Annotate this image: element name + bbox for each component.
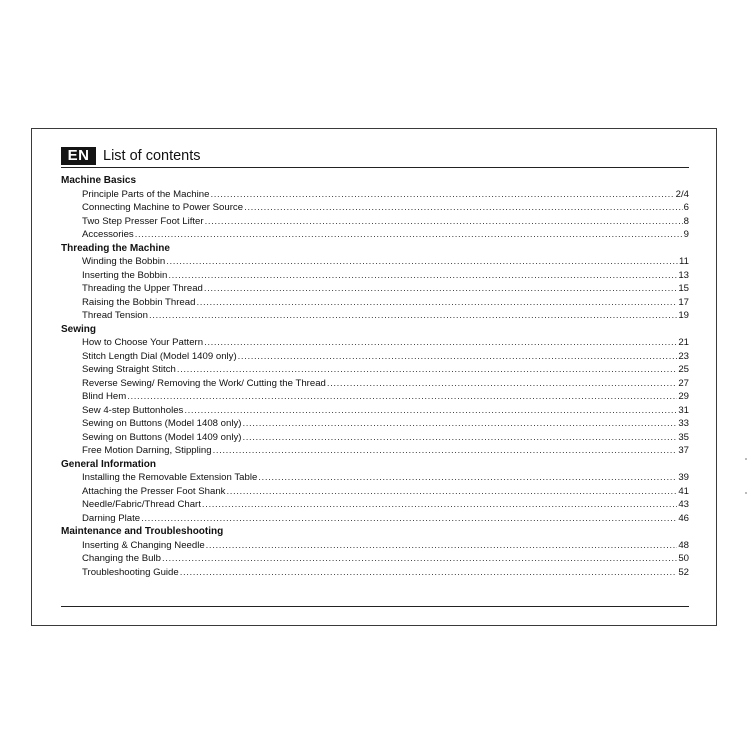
toc-entry-label: Winding the Bobbin [82, 256, 166, 267]
toc-entry [61, 390, 689, 404]
toc-entry [61, 282, 689, 296]
page-title: List of contents [103, 148, 201, 164]
toc-entry-page: 33 [678, 418, 689, 429]
dot-leader [204, 336, 677, 350]
toc-entry-label: Sewing on Buttons (Model 1409 only) [82, 431, 242, 443]
toc-entry [61, 336, 689, 350]
dot-leader [226, 485, 677, 499]
toc-entry [61, 350, 689, 364]
toc-entry-page: 11 [679, 256, 689, 267]
table-of-contents [61, 174, 689, 579]
toc-entry-label: Darning Plate [82, 512, 141, 524]
toc-entry [61, 431, 689, 445]
toc-entry-label: Blind Hem [82, 391, 127, 402]
toc-entry-page: 23 [678, 350, 689, 362]
dot-leader [242, 431, 677, 445]
toc-entry [61, 471, 689, 485]
dot-leader [180, 566, 678, 580]
toc-entry-label: Needle/Fabric/Thread Chart [82, 499, 201, 510]
toc-entry-label: Installing the Removable Extension Table [82, 472, 258, 483]
toc-entry [61, 215, 689, 229]
dot-leader [135, 228, 683, 242]
toc-entry-label: Raising the Bobbin Thread [82, 296, 196, 308]
toc-entry-page: 8 [683, 215, 689, 227]
toc-entry-label: Stitch Length Dial (Model 1409 only) [82, 350, 237, 362]
toc-entry [61, 228, 689, 242]
toc-entry [61, 377, 689, 391]
toc-entry-label: Two Step Presser Foot Lifter [82, 215, 204, 227]
toc-entry-label: Inserting & Changing Needle [82, 539, 205, 551]
dot-leader [258, 471, 677, 485]
dot-leader [206, 539, 678, 553]
toc-entry-label: Inserting the Bobbin [82, 269, 168, 281]
toc-entry-label: Thread Tension [82, 310, 148, 321]
scan-speck [745, 458, 747, 460]
dot-leader [177, 363, 677, 377]
language-badge: EN [61, 147, 96, 165]
toc-entry [61, 566, 689, 580]
toc-entry-page: 15 [678, 283, 689, 294]
toc-entry-label: Sew 4-step Buttonholes [82, 404, 184, 416]
toc-entry [61, 512, 689, 526]
dot-leader [149, 309, 677, 323]
toc-entry-label: Troubleshooting Guide [82, 566, 179, 578]
toc-entry-page: 19 [678, 310, 689, 321]
toc-entry-label: Connecting Machine to Power Source [82, 202, 244, 213]
dot-leader [127, 390, 677, 404]
dot-leader [205, 215, 683, 229]
toc-entry-page: 25 [678, 364, 689, 375]
toc-entry-page: 52 [678, 566, 689, 578]
toc-entry-label: Threading the Upper Thread [82, 283, 203, 294]
dot-leader [244, 201, 683, 215]
toc-entry-label: Reverse Sewing/ Removing the Work/ Cutting the Thread [82, 377, 326, 389]
toc-entry-page: 6 [683, 202, 689, 213]
dot-leader [141, 512, 677, 526]
toc-entry-label: Attaching the Presser Foot Shank [82, 485, 226, 497]
toc-entry-page: 43 [678, 499, 689, 510]
toc-entry-page: 17 [678, 296, 689, 308]
toc-entry [61, 269, 689, 283]
dot-leader [168, 269, 677, 283]
toc-entry [61, 417, 689, 431]
dot-leader [204, 282, 677, 296]
toc-entry-page: 41 [678, 485, 689, 497]
toc-entry-label: Accessories [82, 229, 134, 240]
toc-entry [61, 201, 689, 215]
toc-entry-page: 29 [678, 391, 689, 402]
toc-entry-label: Sewing Straight Stitch [82, 364, 176, 375]
toc-entry-page: 31 [678, 404, 689, 416]
toc-header [61, 147, 689, 168]
dot-leader [238, 350, 678, 364]
dot-leader [166, 255, 678, 269]
dot-leader [202, 498, 677, 512]
toc-entry-page: 9 [683, 229, 689, 240]
section-heading: Maintenance and Troubleshooting [61, 526, 224, 537]
toc-entry-page: 39 [678, 472, 689, 483]
toc-entry [61, 404, 689, 418]
toc-entry-page: 48 [678, 539, 689, 551]
dot-leader [327, 377, 677, 391]
scan-speck [745, 492, 747, 494]
toc-entry [61, 485, 689, 499]
bottom-divider [61, 606, 689, 607]
toc-entry-label: Sewing on Buttons (Model 1408 only) [82, 418, 242, 429]
toc-entry [61, 444, 689, 458]
toc-entry-page: 21 [678, 337, 689, 348]
section-heading: Machine Basics [61, 175, 137, 186]
dot-leader [196, 296, 677, 310]
dot-leader [210, 188, 674, 202]
section-heading: Sewing [61, 323, 97, 335]
toc-entry-page: 37 [678, 445, 689, 456]
toc-entry-label: Principle Parts of the Machine [82, 188, 210, 200]
toc-entry-label: Changing the Bulb [82, 553, 161, 564]
dot-leader [162, 552, 677, 566]
section-heading: General Information [61, 458, 157, 470]
toc-entry-page: 2/4 [675, 188, 689, 200]
toc-entry [61, 309, 689, 323]
toc-entry [61, 188, 689, 202]
section-heading: Threading the Machine [61, 242, 170, 254]
toc-entry [61, 296, 689, 310]
toc-entry [61, 552, 689, 566]
toc-entry-label: How to Choose Your Pattern [82, 337, 204, 348]
toc-entry [61, 539, 689, 553]
toc-entry-page: 35 [678, 431, 689, 443]
manual-page [31, 128, 717, 626]
toc-entry-page: 46 [678, 512, 689, 524]
toc-entry-page: 13 [678, 269, 689, 281]
dot-leader [242, 417, 677, 431]
toc-entry [61, 498, 689, 512]
toc-entry-page: 27 [678, 377, 689, 389]
dot-leader [184, 404, 677, 418]
toc-entry-label: Free Motion Darning, Stippling [82, 445, 212, 456]
dot-leader [213, 444, 678, 458]
toc-entry [61, 255, 689, 269]
toc-entry [61, 363, 689, 377]
toc-entry-page: 50 [678, 553, 689, 564]
